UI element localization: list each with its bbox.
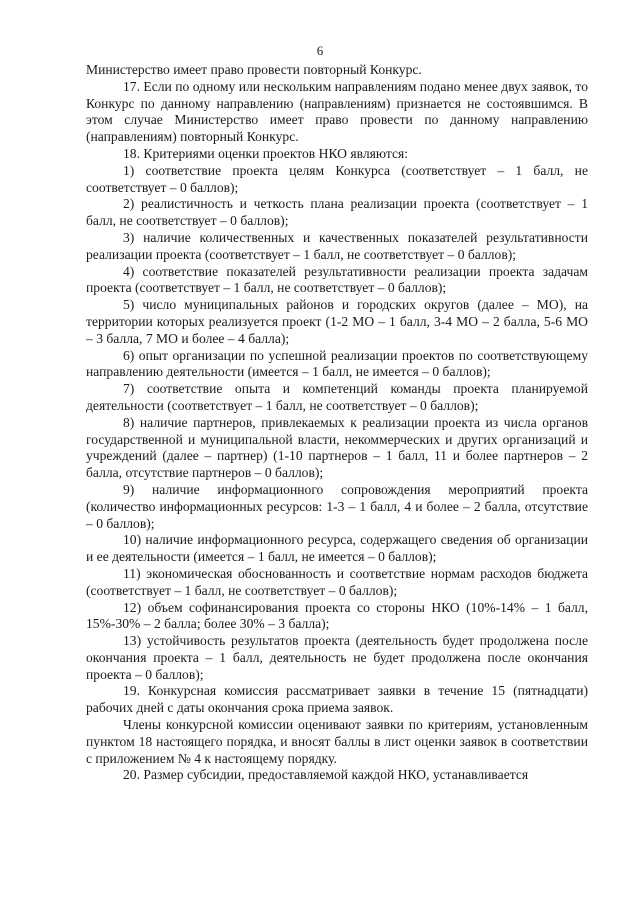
paragraph: 19. Конкурсная комиссия рассматривает заявки в течение 15 (пятнадцати) рабочих дней с даты окончания срока приема заявок. xyxy=(86,683,588,716)
page-number: 6 xyxy=(316,43,324,58)
paragraph: 8) наличие партнеров, привлекаемых к реализации проекта из числа органов государственной и муниципальной власти, некоммерческих и других организаций и учреждений (далее – партнер) (1-10 партнеров – 1 балл, 11 и более партнеров – 2 балла, отсутствие партнеров – 0 баллов); xyxy=(86,414,588,481)
paragraph: 13) устойчивость результатов проекта (деятельность будет продолжена после окончания проекта – 1 балл, деятельность не будет продолжена после окончания проекта – 0 баллов); xyxy=(86,633,588,682)
paragraph: 6) опыт организации по успешной реализации проектов по соответствующему направлению деятельности (имеется – 1 балл, не имеется – 0 баллов); xyxy=(86,347,588,380)
paragraph: 10) наличие информационного ресурса, содержащего сведения об организации и ее деятельности (имеется – 1 балл, не имеется – 0 баллов); xyxy=(86,532,588,565)
paragraph: Члены конкурсной комиссии оценивают заявки по критериям, установленным пунктом 18 настоящего порядка, и вносят баллы в лист оценки заявок в соответствии с приложением № 4 к настоящему порядку. xyxy=(86,717,588,766)
paragraph: 5) число муниципальных районов и городских округов (далее – МО), на территории которых реализуется проект (1-2 МО – 1 балл, 3-4 МО – 2 балла, 5-6 МО – 3 балла, 7 МО и более – 4 балла); xyxy=(86,297,588,346)
paragraph: 2) реалистичность и четкость плана реализации проекта (соответствует – 1 балл, не соответствует – 0 баллов); xyxy=(86,196,588,229)
document-body xyxy=(86,62,588,784)
paragraph: 1) соответствие проекта целям Конкурса (соответствует – 1 балл, не соответствует – 0 баллов); xyxy=(86,162,588,195)
paragraph: Министерство имеет право провести повторный Конкурс. xyxy=(86,62,422,77)
paragraph: 17. Если по одному или нескольким направлениям подано менее двух заявок, то Конкурс по данному направлению (направлениям) признается не состоявшимся. В этом случае Министерство имеет право провести по данному направлению (направлениям) повторный Конкурс. xyxy=(86,78,588,145)
paragraph: 3) наличие количественных и качественных показателей результативности реализации проекта (соответствует – 1 балл, не соответствует – 0 баллов); xyxy=(86,229,588,262)
paragraph: 4) соответствие показателей результативности реализации проекта задачам проекта (соответствует – 1 балл, не соответствует – 0 баллов); xyxy=(86,263,588,296)
paragraph: 9) наличие информационного сопровождения мероприятий проекта (количество информационных ресурсов: 1-3 – 1 балл, 4 и более – 2 балла, отсутствие – 0 баллов); xyxy=(86,481,588,531)
paragraph: 12) объем софинансирования проекта со стороны НКО (10%-14% – 1 балл, 15%-30% – 2 балла; более 30% – 3 балла); xyxy=(86,599,588,632)
paragraph: 7) соответствие опыта и компетенций команды проекта планируемой деятельности (соответствует – 1 балл, не соответствует – 0 баллов); xyxy=(86,381,588,413)
paragraph: 18. Критериями оценки проектов НКО являются: xyxy=(123,145,409,161)
paragraph: 20. Размер субсидии, предоставляемой каждой НКО, устанавливается xyxy=(123,767,529,783)
paragraph: 11) экономическая обоснованность и соответствие нормам расходов бюджета (соответствует – 1 балл, не соответствует – 0 баллов); xyxy=(86,565,588,598)
